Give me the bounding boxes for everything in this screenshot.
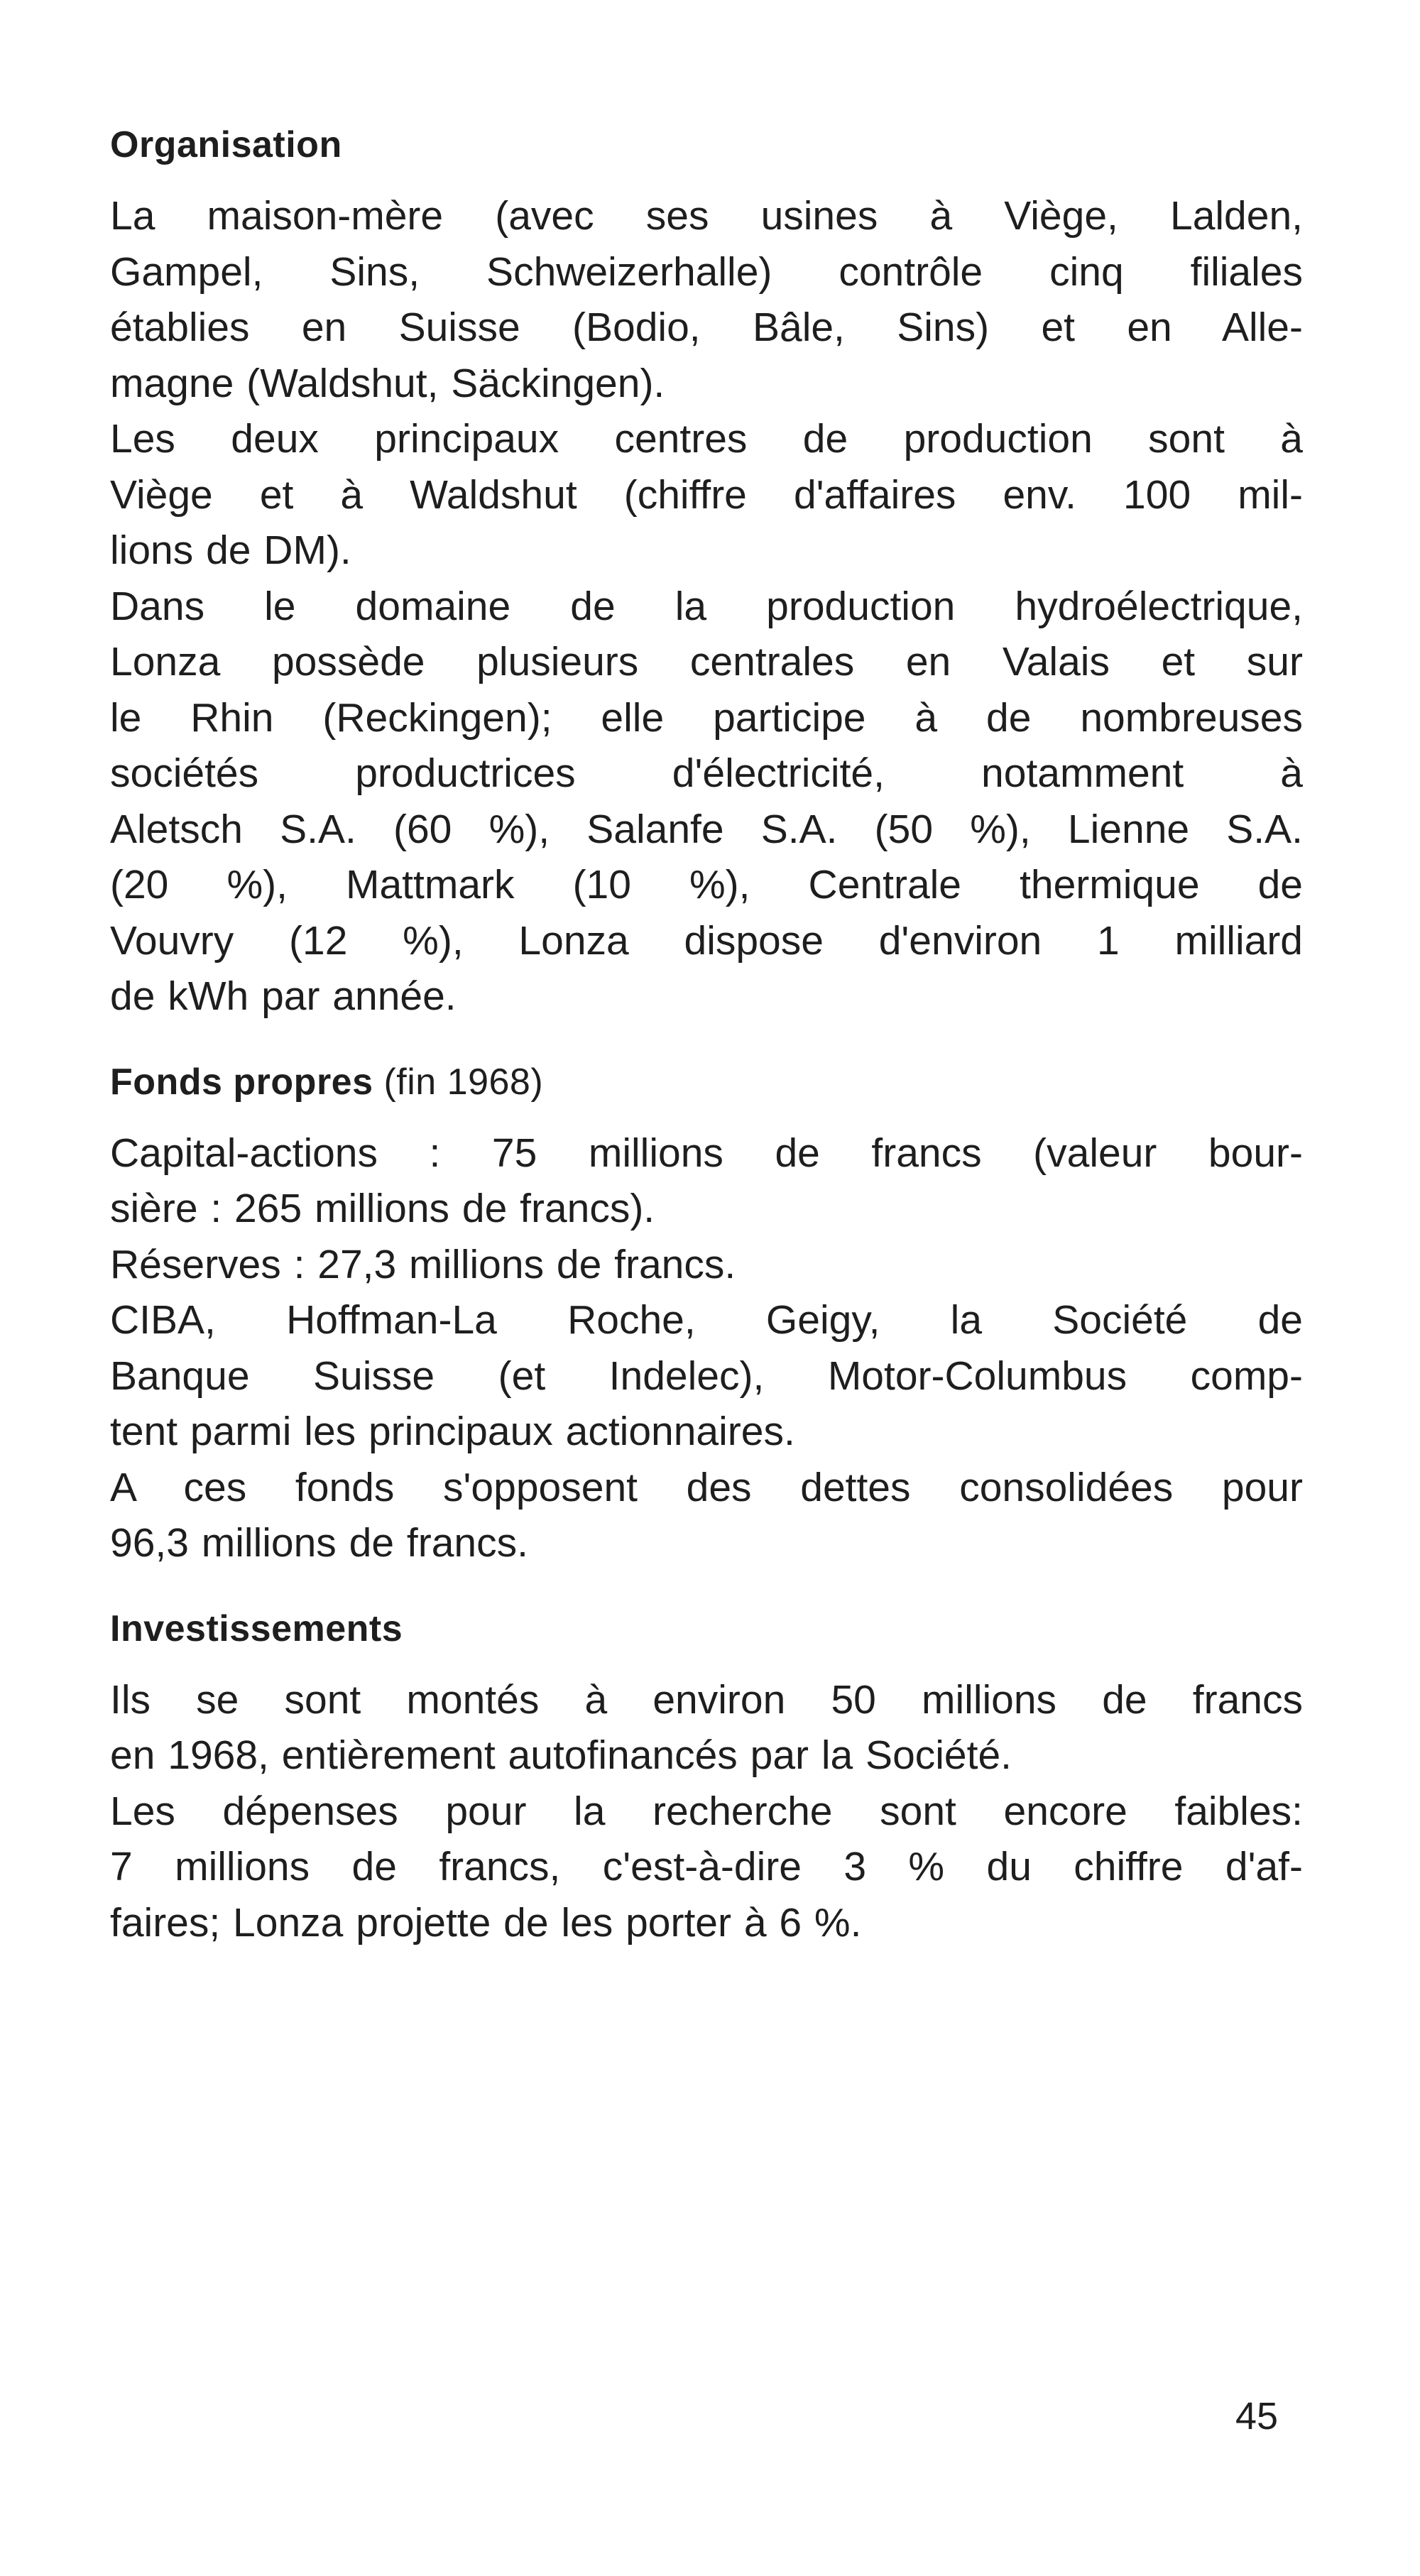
section-heading-text: Fonds propres [110, 1061, 373, 1103]
page-number: 45 [1235, 2395, 1279, 2438]
text-line: 96,3 millions de francs. [110, 1520, 528, 1566]
text-line: de kWh par année. [110, 973, 457, 1019]
text-line: 7 millions de francs, c'est-à-dire 3 % du chiffre d'af- [110, 1844, 1303, 1889]
text-line: Vouvry (12 %), Lonza dispose d'environ 1 milliard [110, 917, 1303, 964]
section-fonds-propres [110, 1054, 1303, 1571]
text-line: Les dépenses pour la recherche sont encore faibles: [110, 1788, 1303, 1834]
section-heading [110, 117, 1303, 173]
text-line: Les deux principaux centres de production sont à [110, 416, 1303, 462]
text-line: sière : 265 millions de francs). [110, 1186, 655, 1231]
section-heading [110, 1054, 1303, 1110]
text-line: A ces fonds s'opposent des dettes consolidées pour [110, 1464, 1303, 1510]
paragraph [110, 579, 1303, 1025]
text-line: Viège et à Waldshut (chiffre d'affaires env. 100 mil- [110, 471, 1303, 518]
text-line: Réserves : 27,3 millions de francs. [110, 1241, 736, 1287]
section-investissements [110, 1601, 1303, 1951]
section-heading-note: (fin 1968) [383, 1061, 544, 1103]
text-line: établies en Suisse (Bodio, Bâle, Sins) et en Alle- [110, 305, 1303, 350]
section-heading [110, 1601, 1303, 1657]
text-line: Ils se sont montés à environ 50 millions de francs [110, 1676, 1303, 1723]
paragraph [110, 1292, 1303, 1460]
text-line: tent parmi les principaux actionnaires. [110, 1409, 795, 1454]
text-line: en 1968, entièrement autofinancés par la Société. [110, 1732, 1012, 1778]
paragraph [110, 1672, 1303, 1784]
text-line: Banque Suisse (et Indelec), Motor-Columbus comp- [110, 1353, 1303, 1399]
text-line: CIBA, Hoffman-La Roche, Geigy, la Société de [110, 1297, 1303, 1343]
section-heading-text: Organisation [110, 124, 342, 165]
text-line: lions de DM). [110, 528, 351, 573]
page-content [110, 117, 1303, 1980]
paragraph [110, 1125, 1303, 1237]
text-line: le Rhin (Reckingen); elle participe à de nombreuses [110, 694, 1303, 741]
text-line: sociétés productrices d'électricité, notamment à [110, 751, 1303, 796]
text-line: Gampel, Sins, Schweizerhalle) contrôle cinq filiales [110, 249, 1303, 295]
paragraph [110, 1460, 1303, 1571]
text-line: (20 %), Mattmark (10 %), Centrale thermique de [110, 862, 1303, 907]
paragraph [110, 411, 1303, 579]
section-organisation [110, 117, 1303, 1025]
paragraph [110, 1237, 1303, 1293]
text-line: Aletsch S.A. (60 %), Salanfe S.A. (50 %), Lienne S.A. [110, 806, 1303, 852]
text-line: Lonza possède plusieurs centrales en Valais et sur [110, 639, 1303, 684]
paragraph [110, 188, 1303, 411]
text-line: Capital-actions : 75 millions de francs (valeur bour- [110, 1130, 1303, 1176]
text-line: magne (Waldshut, Säckingen). [110, 360, 665, 406]
text-line: faires; Lonza projette de les porter à 6 %. [110, 1899, 862, 1945]
text-line: La maison-mère (avec ses usines à Viège, Lalden, [110, 193, 1303, 239]
paragraph [110, 1784, 1303, 1951]
section-heading-text: Investissements [110, 1608, 403, 1649]
text-line: Dans le domaine de la production hydroélectrique, [110, 583, 1303, 629]
